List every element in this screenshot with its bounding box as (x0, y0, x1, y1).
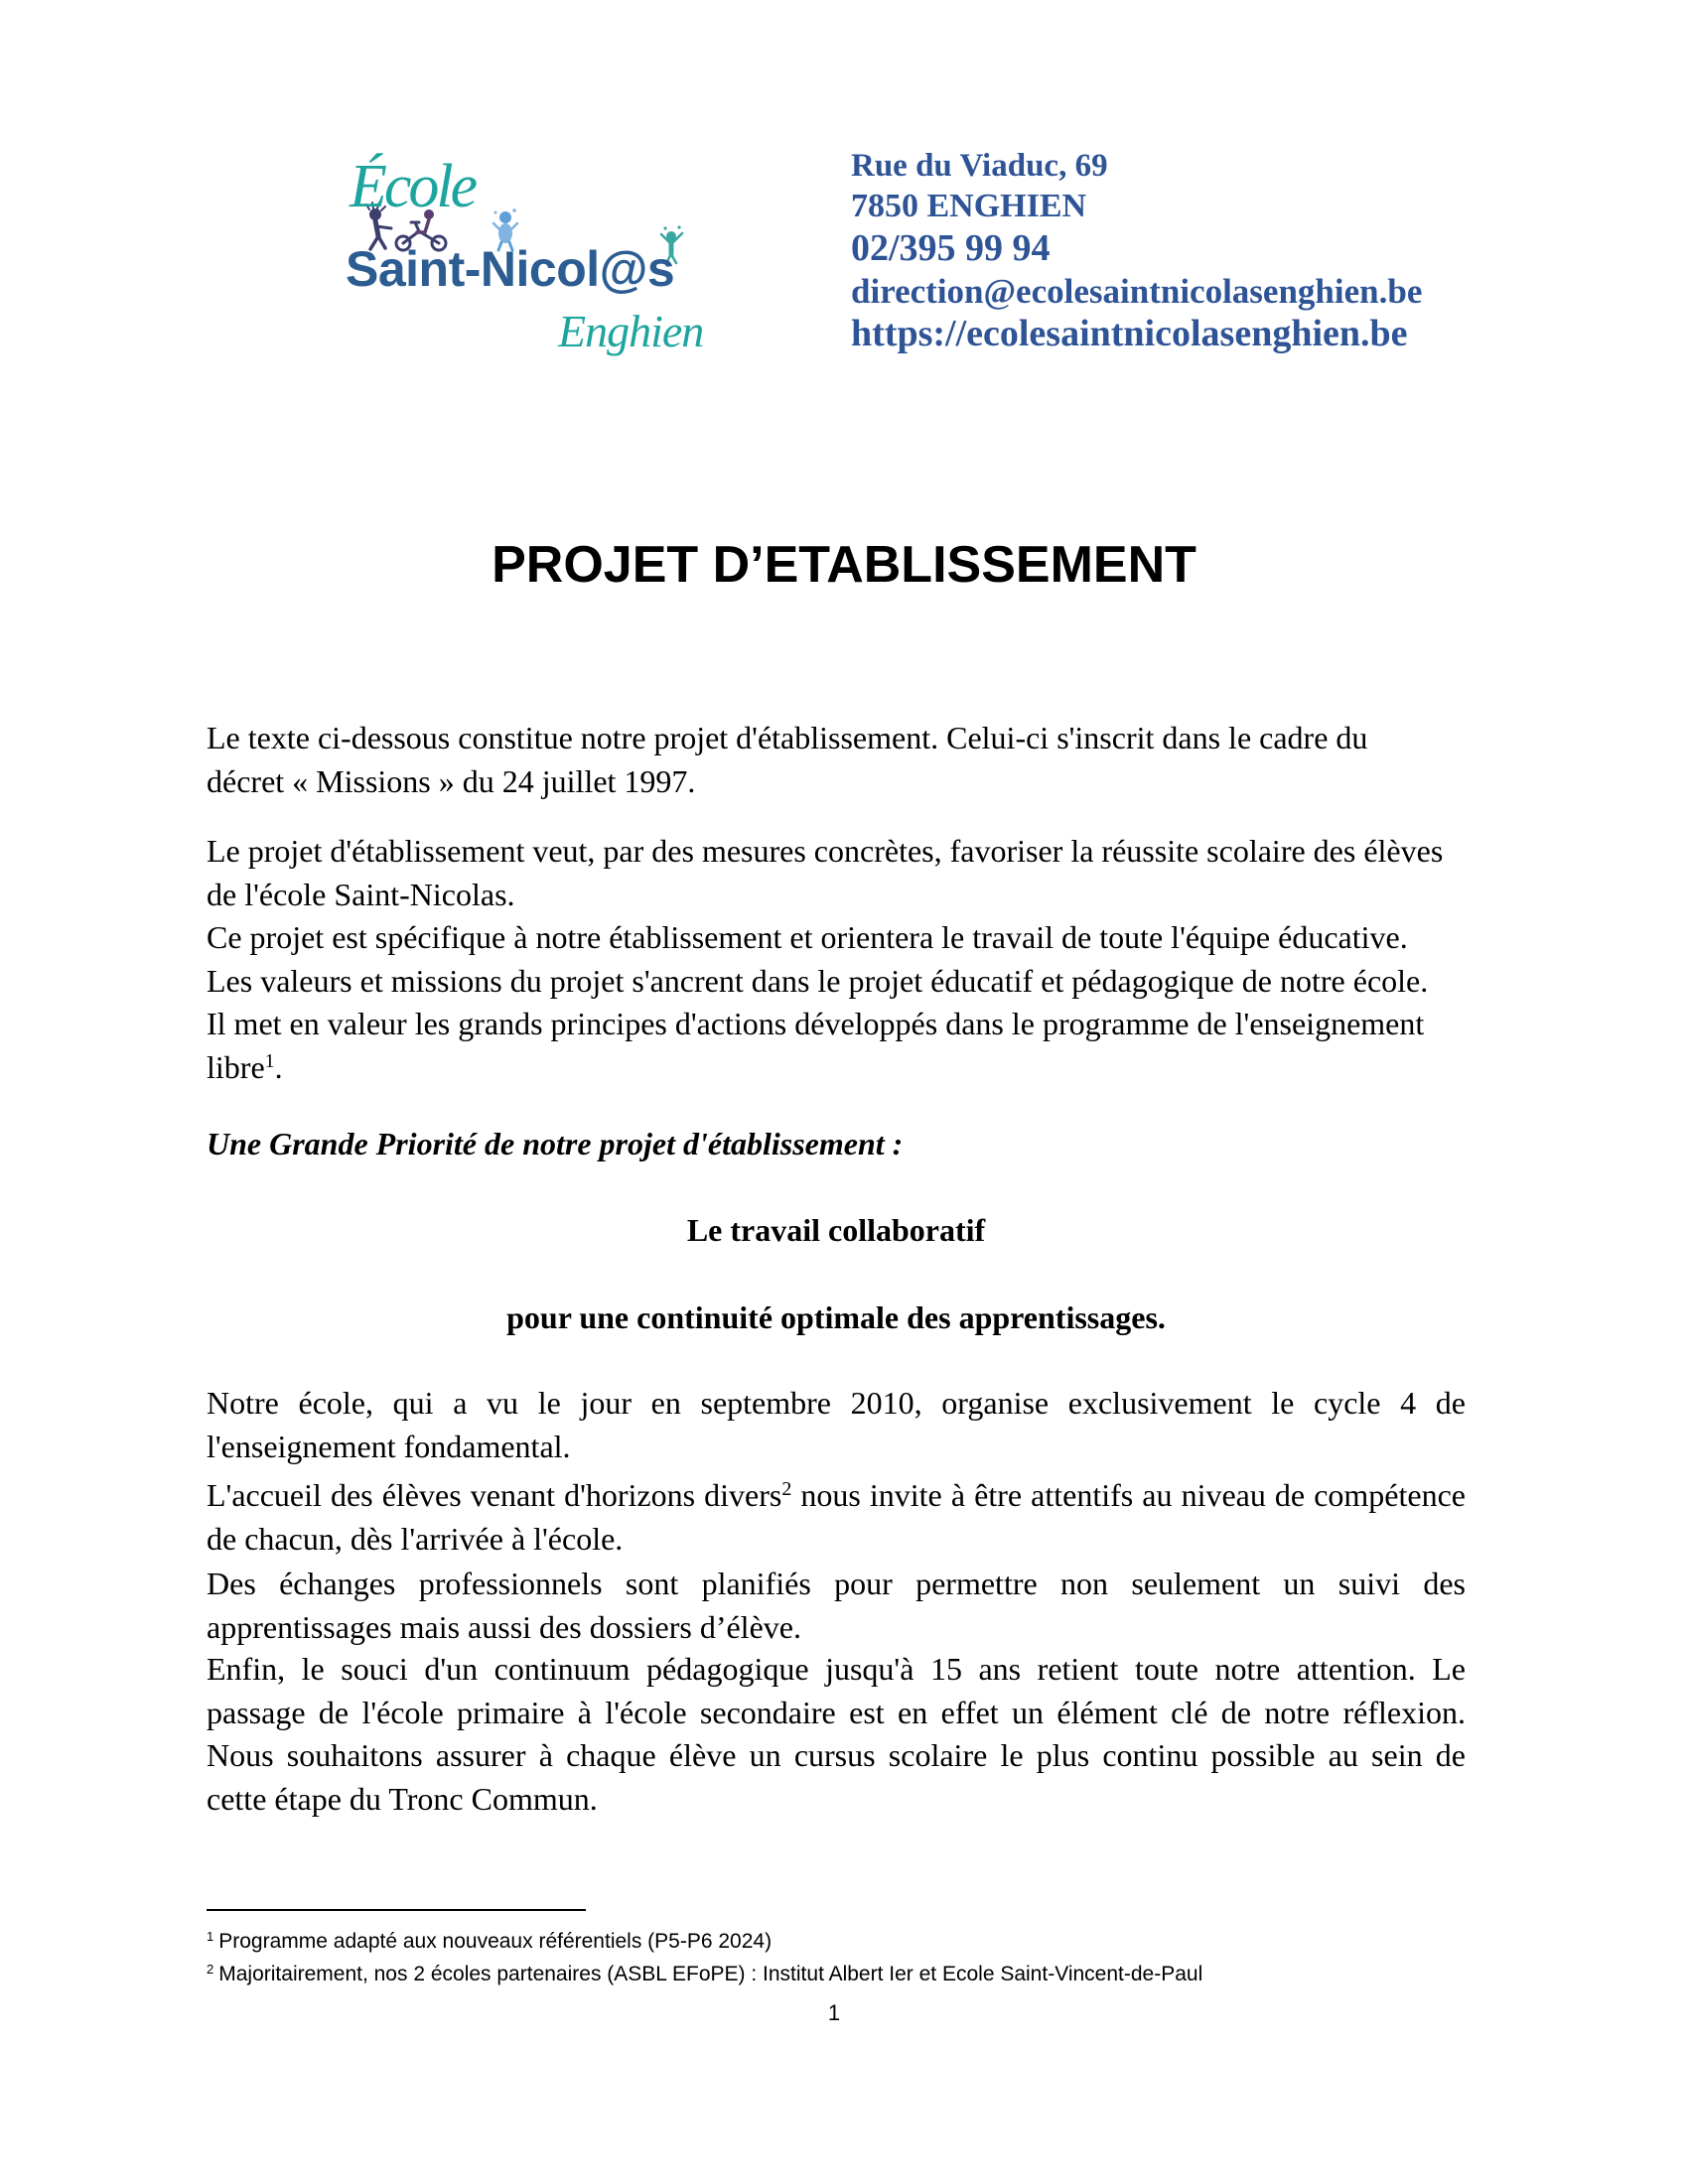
continuity-line: passage de l'école primaire à l'école secondaire est en effet un élément clé de notre réflexion. (207, 1694, 1466, 1730)
logo-word-enghien: Enghien (558, 306, 704, 356)
footnote-text: Majoritairement, nos 2 écoles partenaires (ASBL EFoPE) : Institut Albert Ier et Ecole Saint-Vincent-de-Paul (218, 1963, 1203, 1985)
logo-word-ecole: École (350, 153, 476, 220)
purpose-line: de l'école Saint-Nicolas. (207, 876, 515, 912)
footnote-number: 1 (207, 1928, 214, 1944)
welcome-text-end: nous invite à être attentifs au niveau de compétence (800, 1477, 1466, 1513)
history-line: Notre école, qui a vu le jour en septembre 2010, organise exclusivement le cycle 4 de (207, 1385, 1466, 1421)
address-website-link[interactable]: https://ecolesaintnicolasenghien.be (851, 313, 1408, 354)
footnote-ref-2: 2 (781, 1478, 792, 1501)
purpose-period: . (274, 1048, 283, 1085)
purpose-paragraph (207, 830, 1466, 1090)
purpose-line: Le projet d'établissement veut, par des mesures concrètes, favoriser la réussite scolaire des élèves (207, 833, 1444, 869)
address-street: Rue du Viaduc, 69 (851, 148, 1108, 184)
purpose-last-word: libre (207, 1048, 265, 1085)
address-email-link[interactable]: direction@ecolesaintnicolasenghien.be (851, 272, 1423, 311)
footnote-separator (207, 1909, 586, 1911)
continuity-line: Nous souhaitons assurer à chaque élève un cursus scolaire le plus continu possible au sein de (207, 1737, 1466, 1774)
purpose-line: Il met en valeur les grands principes d'actions développés dans le programme de l'enseignement (207, 1006, 1425, 1042)
intro-paragraph (207, 717, 1466, 803)
priority-theme-text: Le travail collaboratif (686, 1212, 986, 1248)
continuity-paragraph (207, 1648, 1466, 1821)
footnote-1 (207, 1925, 772, 1958)
logo-word-saint-nicolas: Saint-Nicol@s (346, 241, 675, 297)
purpose-line: Les valeurs et missions du projet s'ancrent dans le projet éducatif et pédagogique de notre école. (207, 962, 1429, 999)
footnote-2 (207, 1958, 1202, 1990)
welcome-paragraph (207, 1474, 1466, 1561)
document-title: PROJET D’ETABLISSEMENT (492, 536, 1196, 594)
priority-heading (207, 1123, 1466, 1166)
welcome-line: de chacun, dès l'arrivée à l'école. (207, 1520, 624, 1557)
priority-theme-text: pour une continuité optimale des apprentissages. (506, 1299, 1166, 1335)
address-city: 7850 ENGHIEN (851, 188, 1087, 224)
footnote-number: 2 (207, 1961, 214, 1977)
history-line: l'enseignement fondamental. (207, 1428, 571, 1464)
priority-heading-text: Une Grande Priorité de notre projet d'établissement : (207, 1126, 904, 1161)
continuity-line: Enfin, le souci d'un continuum pédagogique jusqu'à 15 ans retient toute notre attention. Le (207, 1651, 1466, 1687)
welcome-text-start: L'accueil des élèves venant d'horizons divers (207, 1477, 782, 1513)
exchanges-line: Des échanges professionnels sont planifiés pour permettre non seulement un suivi des (207, 1566, 1466, 1601)
exchanges-paragraph (207, 1563, 1466, 1649)
footnote-ref-1: 1 (264, 1050, 275, 1073)
address-phone: 02/395 99 94 (851, 227, 1051, 269)
footnote-text: Programme adapté aux nouveaux référentiels (P5-P6 2024) (218, 1930, 773, 1953)
priority-theme-1 (207, 1209, 1466, 1253)
purpose-line: Ce projet est spécifique à notre établissement et orientera le travail de toute l'équipe éducative. (207, 919, 1408, 956)
priority-theme-2 (207, 1297, 1466, 1340)
continuity-line: cette étape du Tronc Commun. (207, 1780, 598, 1817)
intro-line: décret « Missions » du 24 juillet 1997. (207, 762, 696, 799)
intro-line: Le texte ci-dessous constitue notre projet d'établissement. Celui-ci s'inscrit dans le cadre du (207, 720, 1368, 755)
purpose-last-line (207, 1046, 1466, 1090)
welcome-line (207, 1474, 1466, 1518)
history-paragraph (207, 1382, 1466, 1468)
page-number: 1 (827, 2000, 841, 2025)
exchanges-line: apprentissages mais aussi des dossiers d’élève. (207, 1608, 801, 1645)
